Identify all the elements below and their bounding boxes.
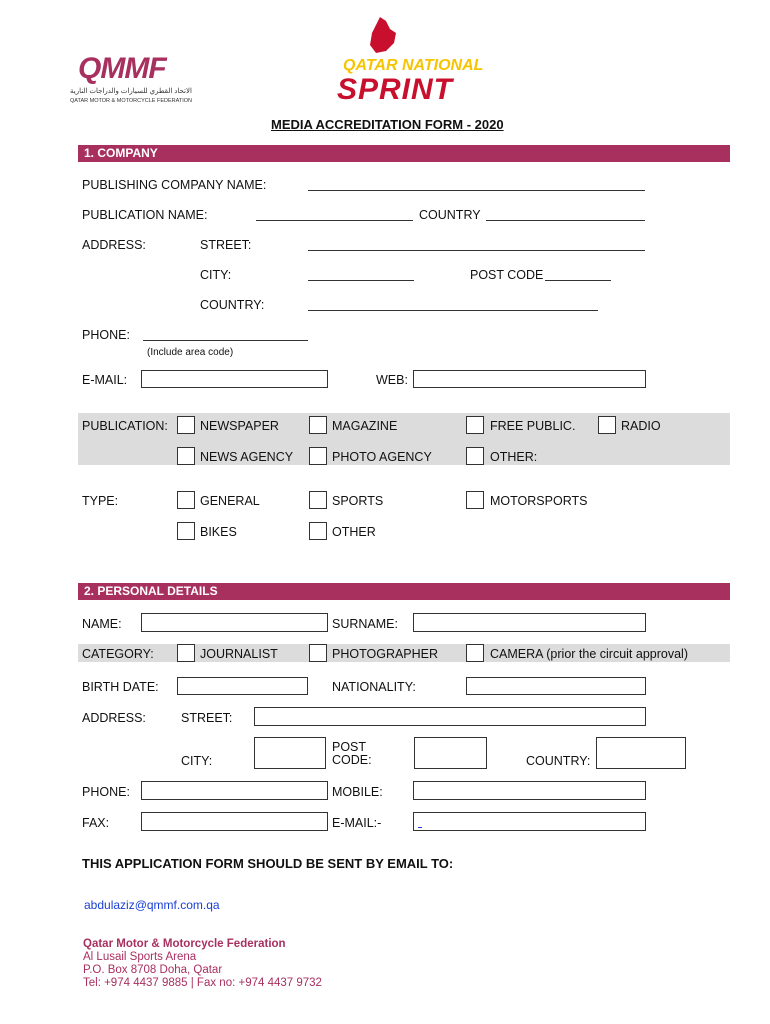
magazine-checkbox[interactable] [309,416,327,434]
newspaper-label: NEWSPAPER [200,419,279,433]
sports-label: SPORTS [332,494,384,508]
category-label: CATEGORY: [82,647,154,661]
mobile-input[interactable] [413,781,646,800]
free-public-checkbox[interactable] [466,416,484,434]
type-label: TYPE: [82,494,119,508]
motorsports-label: MOTORSPORTS [490,494,588,508]
free-public-label: FREE PUBLIC. [490,419,576,433]
fax-input[interactable] [141,812,328,831]
personal-country-input[interactable] [596,737,686,769]
company-post-code-field[interactable] [545,280,611,281]
photo-agency-checkbox[interactable] [309,447,327,465]
send-instruction: THIS APPLICATION FORM SHOULD BE SENT BY EMAIL TO: [82,856,454,871]
photo-agency-label: PHOTO AGENCY [332,450,432,464]
company-street-label: STREET: [200,238,252,252]
other-publication-label: OTHER: [490,450,538,464]
mobile-label: MOBILE: [332,785,383,799]
company-email-input[interactable] [141,370,328,388]
personal-street-label: STREET: [181,711,233,725]
publication-label: PUBLICATION: [82,419,168,433]
org-address-line2: P.O. Box 8708 Doha, Qatar [83,964,223,976]
company-web-input[interactable] [413,370,646,388]
company-address-label: ADDRESS: [82,238,146,252]
org-name: Qatar Motor & Motorcycle Federation [83,938,286,950]
magazine-label: MAGAZINE [332,419,398,433]
journalist-label: JOURNALIST [200,647,278,661]
org-address-line1: Al Lusail Sports Arena [83,951,197,963]
fax-label: FAX: [82,816,110,830]
phone-note: (Include area code) [147,347,234,358]
company-post-code-label: POST CODE [470,268,544,282]
company-city-field[interactable] [308,280,414,281]
personal-email-input[interactable] [413,812,646,831]
contact-email-link[interactable]: abdulaziz@qmmf.com.qa [84,898,220,912]
company-phone-label: PHONE: [82,328,130,342]
radio-checkbox[interactable] [598,416,616,434]
section-personal-header: 2. PERSONAL DETAILS [78,583,730,600]
other-type-checkbox[interactable] [309,522,327,540]
personal-post-label: POST [332,740,367,754]
bikes-checkbox[interactable] [177,522,195,540]
personal-city-input[interactable] [254,737,326,769]
general-checkbox[interactable] [177,491,195,509]
qmmf-logo-text: QMMF [78,52,166,85]
personal-phone-label: PHONE: [82,785,130,799]
nationality-input[interactable] [466,677,646,695]
section-company-header: 1. COMPANY [78,145,730,162]
company-country2-field[interactable] [308,310,598,311]
personal-street-input[interactable] [254,707,646,726]
sports-checkbox[interactable] [309,491,327,509]
company-city-label: CITY: [200,268,232,282]
nationality-label: NATIONALITY: [332,680,416,694]
sprint-logo [335,15,485,110]
company-country2-label: COUNTRY: [200,298,265,312]
bikes-label: BIKES [200,525,237,539]
other-type-label: OTHER [332,525,376,539]
name-label: NAME: [82,617,122,631]
publishing-company-label: PUBLISHING COMPANY NAME: [82,178,267,192]
page-title: MEDIA ACCREDITATION FORM - 2020 [271,117,504,132]
email-link-underline [418,827,422,828]
publication-name-label: PUBLICATION NAME: [82,208,208,222]
personal-address-label: ADDRESS: [82,711,146,725]
company-country-label: COUNTRY [419,208,481,222]
surname-label: SURNAME: [332,617,398,631]
sprint-logo-main: SPRINT [337,73,454,106]
birth-date-label: BIRTH DATE: [82,680,159,694]
company-street-field[interactable] [308,250,645,251]
personal-country-label: COUNTRY: [526,754,591,768]
personal-code-label: CODE: [332,753,372,767]
org-tel-fax: Tel: +974 4437 9885 | Fax no: +974 4437 9732 [83,977,322,989]
qatar-map-icon [350,15,410,55]
qmmf-logo [70,52,195,108]
name-input[interactable] [141,613,328,632]
photographer-checkbox[interactable] [309,644,327,662]
personal-phone-input[interactable] [141,781,328,800]
company-email-label: E-MAIL: [82,373,128,387]
publishing-company-field[interactable] [308,190,645,191]
personal-email-label: E-MAIL:- [332,816,382,830]
newspaper-checkbox[interactable] [177,416,195,434]
qmmf-logo-subtitle: QATAR MOTOR & MOTORCYCLE FEDERATION [70,98,193,104]
news-agency-checkbox[interactable] [177,447,195,465]
camera-label: CAMERA (prior the circuit approval) [490,647,688,661]
birth-date-input[interactable] [177,677,308,695]
camera-checkbox[interactable] [466,644,484,662]
motorsports-checkbox[interactable] [466,491,484,509]
qmmf-logo-arabic: الاتحاد القطري للسيارات والدراجات النارية [70,88,192,95]
photographer-label: PHOTOGRAPHER [332,647,439,661]
sprint-logo-top: QATAR NATIONAL [343,57,484,74]
journalist-checkbox[interactable] [177,644,195,662]
company-country-field[interactable] [486,220,645,221]
radio-label: RADIO [621,419,661,433]
personal-post-code-input[interactable] [414,737,487,769]
publication-name-field[interactable] [256,220,413,221]
news-agency-label: NEWS AGENCY [200,450,294,464]
other-publication-checkbox[interactable] [466,447,484,465]
surname-input[interactable] [413,613,646,632]
company-web-label: WEB: [376,373,408,387]
personal-city-label: CITY: [181,754,213,768]
general-label: GENERAL [200,494,260,508]
company-phone-field[interactable] [143,340,308,341]
